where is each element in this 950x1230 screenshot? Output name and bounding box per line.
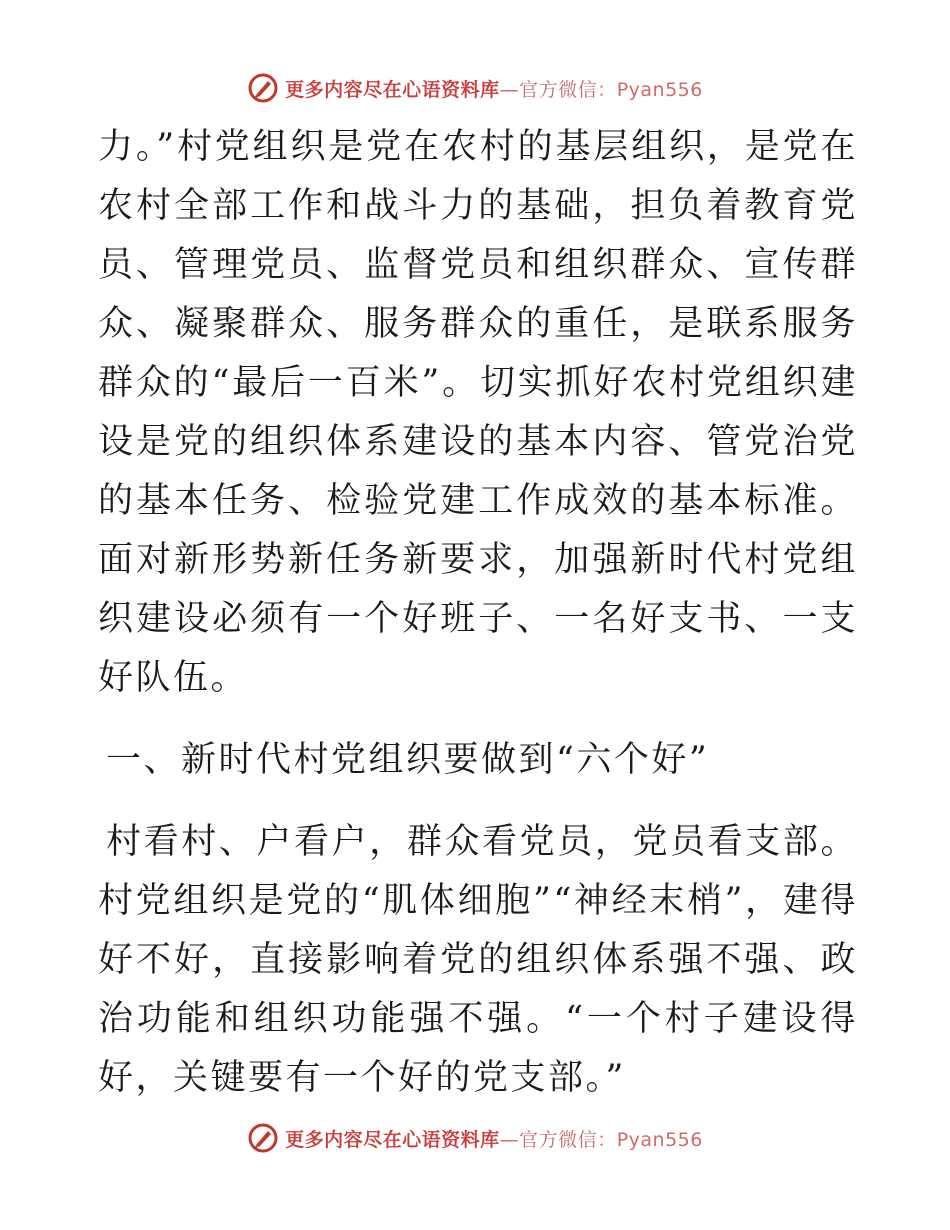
watermark-text: [285, 1125, 703, 1152]
quill-seal-icon: [247, 1122, 279, 1154]
watermark-wechat-label: 官方微信：: [519, 78, 617, 101]
watermark-separator: —: [499, 78, 520, 101]
watermark-wechat-id: Pyan556: [616, 78, 703, 101]
watermark-wechat-id: Pyan556: [616, 1128, 703, 1151]
section-heading-1: 一、新时代村党组织要做到“六个好”: [106, 740, 710, 780]
header-watermark: [0, 72, 950, 104]
watermark-main: 更多内容尽在心语资料库: [285, 78, 500, 101]
watermark-text: [285, 75, 703, 102]
document-body: [98, 118, 858, 1108]
watermark-wechat-label: 官方微信：: [519, 1128, 617, 1151]
watermark-separator: —: [499, 1128, 520, 1151]
quill-seal-icon: [247, 72, 279, 104]
body-paragraph-2: 村看村、户看户，群众看党员，党员看支部。村党组织是党的“肌体细胞”“神经末梢”，建得好不好，直接影响着党的组织体系强不强、政治功能和组织功能强不强。“一个村子建设得好，关键要有一个好的党支部。”: [98, 822, 858, 1098]
footer-watermark: [0, 1122, 950, 1154]
watermark-main: 更多内容尽在心语资料库: [285, 1128, 500, 1151]
body-paragraph-1: 力。”村党组织是党在农村的基层组织，是党在农村全部工作和战斗力的基础，担负着教育党员、管理党员、监督党员和组织群众、宣传群众、凝聚群众、服务群众的重任，是联系服务群众的“最后一百米”。切实抓好农村党组织建设是党的组织体系建设的基本内容、管党治党的基本任务、检验党建工作成效的基本标准。面对新形势新任务新要求，加强新时代村党组织建设必须有一个好班子、一名好支书、一支好队伍。: [98, 127, 858, 698]
